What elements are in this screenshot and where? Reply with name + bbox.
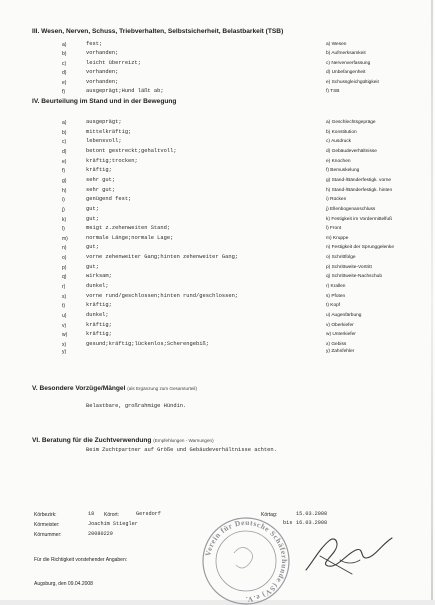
conformation-row-value: kräftig; <box>86 321 112 328</box>
conformation-row-value: gut; <box>86 215 99 222</box>
conformation-criterion-label: u) Augenfärbung <box>326 313 362 318</box>
conformation-row-letter: k) <box>62 216 67 223</box>
conformation-row-letter: p) <box>62 264 67 271</box>
section-6-title-main: VI. Beratung für die Zuchtverwendung <box>32 437 152 444</box>
conformation-row-letter: a) <box>62 120 67 126</box>
conformation-row-letter: v) <box>62 322 67 329</box>
conformation-criterion-label: e) Knochen <box>326 158 351 164</box>
conformation-criterion-label: r) Krallen <box>326 284 346 290</box>
tsb-criterion-label: f) TSB <box>326 89 340 94</box>
conformation-row-value: normale Länge;normale Lage; <box>86 234 174 241</box>
section-5-title-note: (als Ergänzung zum Gesamturteil) <box>127 386 197 391</box>
bis-label: bis <box>283 520 293 526</box>
conformation-criterion-label: w) Unterkiefer <box>326 332 356 338</box>
conformation-row-value: betont gestreckt;gehaltvoll; <box>86 147 177 154</box>
tsb-criterion-label: d) Unbefangenheit <box>326 70 366 76</box>
place-label: Augsburg, den <box>34 581 67 587</box>
conformation-row-value: sehr gut; <box>86 176 116 183</box>
conformation-criterion-label: n) Festigkeit der Sprunggelenke <box>326 245 394 251</box>
koermeister-label: Körmeister: <box>34 522 60 528</box>
conformation-row-value: dunkel; <box>86 283 109 290</box>
tsb-row-letter: e) <box>62 79 67 86</box>
conformation-criterion-label: a) Geschlechtsgepräge <box>326 120 376 125</box>
tsb-row-value: vorhanden; <box>86 50 119 57</box>
koerort-value: Gersdorf <box>136 511 161 517</box>
conformation-row-letter: c) <box>62 139 67 146</box>
conformation-criterion-label: c) Ausdruck <box>326 139 352 145</box>
conformation-row-letter: t) <box>62 303 66 310</box>
conformation-row-letter: s) <box>62 293 67 300</box>
conformation-row-letter: q) <box>62 274 67 281</box>
conformation-criterion-label: m) Kruppe <box>326 235 349 241</box>
row-letter-y: y) <box>62 349 67 355</box>
conformation-row-letter: d) <box>62 148 67 155</box>
conformation-row-letter: o) <box>62 255 67 262</box>
conformation-row-value: vorne rund/geschlossen;hinten rund/geschlossen; <box>86 292 239 299</box>
section-6-text: Beim Zuchtpartner auf Größe und Gebäudeverhältnisse achten. <box>86 447 277 453</box>
conformation-criterion-label: v) Oberkiefer <box>326 322 354 328</box>
conformation-row-letter: h) <box>62 187 67 194</box>
tsb-row-value: vorhanden; <box>86 78 119 85</box>
koermeister-value: Joachim Stiegler <box>88 521 138 527</box>
conformation-row-value: gut; <box>86 205 99 212</box>
conformation-row-value: gut; <box>86 244 99 251</box>
conformation-criterion-label: h) Stand-/Bänderfestigk. hinten <box>326 187 393 193</box>
conformation-row-value: dunkel; <box>86 312 109 318</box>
svg-text:Verein für Deutsche Schäferhun: Verein für Deutsche Schäferhunde (SV) e.V. <box>203 517 290 605</box>
tsb-row-letter: d) <box>62 70 67 77</box>
section-5-title <box>32 385 197 392</box>
confirmation-text: Für die Richtigkeit vorstehender Angaben: <box>34 557 128 563</box>
conformation-row-letter: g) <box>62 177 67 184</box>
koernummer-value: 20080229 <box>88 531 113 537</box>
conformation-criterion-label: t) Kopf <box>326 303 341 309</box>
conformation-row-value: meigt z.zehenweiten Stand; <box>86 225 171 232</box>
conformation-row-letter: n) <box>62 245 67 252</box>
conformation-row-letter: l) <box>62 226 65 233</box>
conformation-criterion-label: j) Ellenbogenanschluss <box>326 206 376 212</box>
conformation-row-letter: e) <box>62 158 67 165</box>
section-5-title-main: V. Besondere Vorzüge/Mängel <box>32 385 126 392</box>
conformation-row-letter: x) <box>62 341 67 348</box>
signature <box>300 530 396 580</box>
conformation-criterion-label: o) Schrittfolge <box>326 255 356 261</box>
conformation-criterion-label: q) Schrittweite-Nachschub <box>326 274 382 280</box>
conformation-criterion-label: f) Bemuskelung <box>326 168 360 174</box>
koerbezirk-label: Körbezirk: <box>34 512 57 518</box>
conformation-criterion-label: x) Gebiss <box>326 341 347 347</box>
scan-edge-shadow <box>431 0 433 600</box>
conformation-row-letter: u) <box>62 313 67 319</box>
conformation-row-value: gut; <box>86 263 99 270</box>
tsb-criterion-label: c) Nervenverfassung <box>326 60 371 66</box>
conformation-row-letter: w) <box>62 332 68 339</box>
section-5-text: Belastbare, großrahmige Hündin. <box>86 403 187 409</box>
conformation-row-letter: f) <box>62 168 66 175</box>
conformation-row-letter: j) <box>62 206 65 213</box>
section-3-title: III. Wesen, Nerven, Schuss, Triebverhalten, Selbstsicherheit, Belastbarkeit (TSB) <box>32 28 284 35</box>
conformation-criterion-label: l) Front <box>326 226 342 232</box>
conformation-row-value: ausgeprägt; <box>86 119 122 125</box>
conformation-row-value: vorne zehenweiter Gang;hinten zehenweiter Gang; <box>86 254 239 261</box>
tsb-criterion-label: b) Aufmerksamkeit <box>326 51 366 57</box>
koerort-label: Körort: <box>104 512 120 518</box>
issue-date: 09.04.2008 <box>67 581 93 587</box>
conformation-row-value: mittelkräftig; <box>86 128 132 135</box>
tsb-row-letter: b) <box>62 51 67 58</box>
conformation-row-value: sehr gut; <box>86 186 116 193</box>
conformation-row-value: kräftig; <box>86 302 112 309</box>
conformation-row-value: wirksam; <box>86 273 112 280</box>
koerbezirk-value: 18 <box>88 511 95 517</box>
conformation-criterion-label: p) Schrittweite-Vortritt <box>326 264 372 270</box>
conformation-row-value: kräftig; <box>86 167 112 174</box>
conformation-criterion-label: g) Stand-/Bänderfestigk. vorne <box>326 177 392 183</box>
koernummer-label: Körnummer: <box>34 532 62 538</box>
koertag-label: Körtag: <box>261 512 278 518</box>
conformation-row-value: kräftig; <box>86 331 112 338</box>
tsb-row-letter: a) <box>62 42 67 48</box>
conformation-criterion-label: d) Gebäudeverhältnisse <box>326 148 377 154</box>
criterion-label-zahnfehler: y) Zahnfehler <box>326 349 355 354</box>
tsb-row-value: ausgeprägt;Hund läßt ab; <box>86 88 164 94</box>
conformation-criterion-label: b) Konstitution <box>326 129 357 135</box>
tsb-criterion-label: a) Wesen <box>326 42 347 47</box>
conformation-criterion-label: s) Pfoten <box>326 293 346 299</box>
tsb-row-value: fest; <box>86 41 103 47</box>
koertag-to: 16.03.2008 <box>296 520 328 526</box>
conformation-row-letter: i) <box>62 197 65 204</box>
conformation-row-letter: b) <box>62 129 67 136</box>
conformation-row-value: genügend fest; <box>86 196 132 203</box>
koertag-from: 15.03.2008 <box>296 511 328 517</box>
section-6-title-note: (Empfehlungen - Warnungen) <box>153 438 214 443</box>
conformation-row-value: lebensvoll; <box>86 138 122 145</box>
tsb-row-letter: c) <box>62 60 67 67</box>
conformation-criterion-label: k) Festigkeit im Vordermittelfuß <box>326 216 393 222</box>
club-stamp-seal <box>196 513 296 605</box>
conformation-row-value: kräftig;trocken; <box>86 157 138 164</box>
tsb-row-value: vorhanden; <box>86 69 119 76</box>
conformation-criterion-label: i) Rücken <box>326 197 347 203</box>
tsb-row-value: leicht überreizt; <box>86 59 141 66</box>
section-4-title: IV. Beurteilung im Stand und in der Bewegung <box>32 98 177 105</box>
conformation-row-letter: r) <box>62 284 66 291</box>
place-date <box>34 581 93 587</box>
section-6-title <box>32 437 214 444</box>
conformation-row-letter: m) <box>62 235 68 242</box>
tsb-row-letter: f) <box>62 89 66 95</box>
conformation-row-value: gesund;kräftig;lückenlos;Scherengebiß; <box>86 340 209 347</box>
tsb-criterion-label: e) Schussgleichgültigkeit <box>326 79 379 85</box>
